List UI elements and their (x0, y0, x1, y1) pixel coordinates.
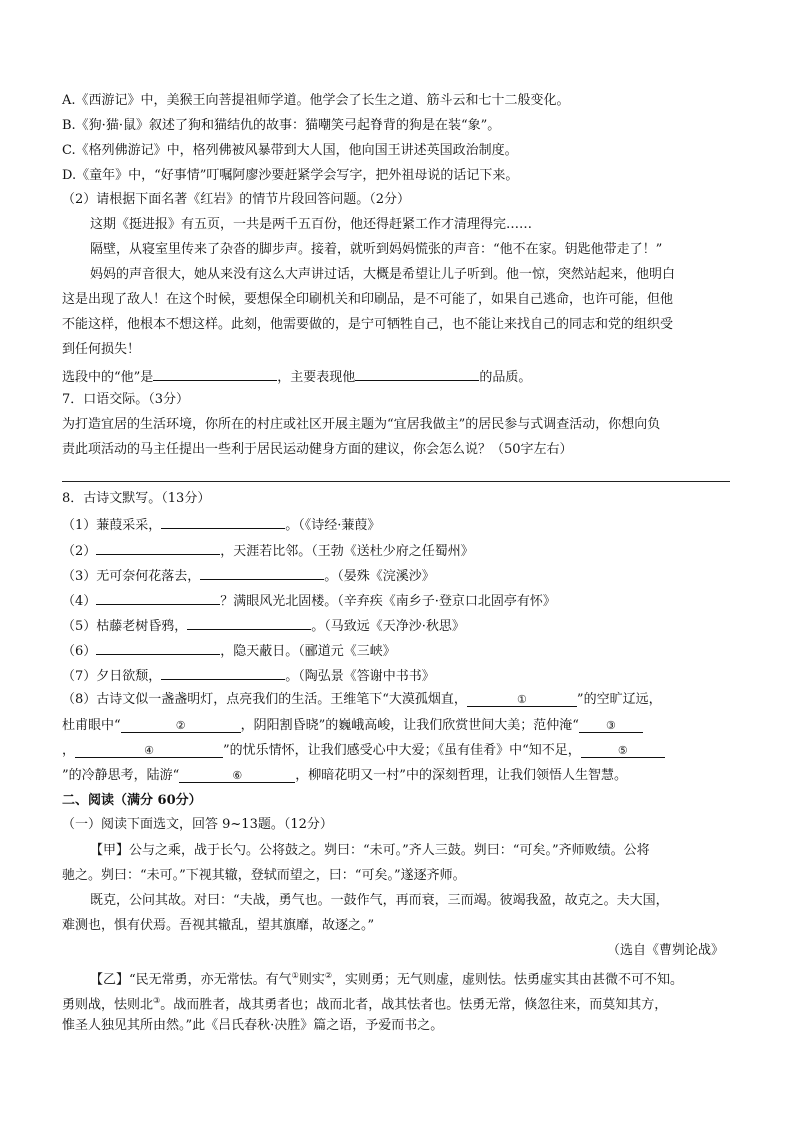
q8-i8-text-h: ，柳暗花明又一村”中的深刻哲理，让我们领悟人生智慧。 (295, 768, 627, 783)
q2-para-3-line3: 不能这样，他根本不想这样。此刻，他需要做的，是宁可牺牲自己，也不能让来找自己的同志和党的组织受 (62, 317, 674, 332)
jia-source: （选自《曹刿论战》 (606, 943, 724, 958)
q8-item-8-line4 (62, 767, 627, 785)
yi-l2-b: 。战而胜者，战其勇者也；战而北者，战其怯者也。怯勇无常，倏忽往来，而莫知其方， (160, 997, 668, 1013)
q8-blank-8-2[interactable]: ② (121, 719, 241, 733)
q2-prompt: （2）请根据下面名著《红岩》的情节片段回答问题。（2分） (62, 192, 411, 207)
q8-blank-5[interactable] (187, 616, 311, 630)
q8-item-4-post: ？满眼风光北固楼。（辛弃疾《南乡子·登京口北固亭有怀》 (220, 594, 556, 609)
q8-item-7-post: 。（陶弘景《答谢中书书》 (285, 669, 435, 684)
q8-item-6-post: ，隐天蔽日。（郦道元《三峡》 (220, 644, 396, 659)
q8-item-1-post: 。（《诗经·蒹葭》 (285, 518, 381, 533)
q8-item-5-post: 。（马致远《天净沙·秋思》 (311, 619, 465, 634)
q8-item-6 (62, 641, 396, 661)
q2-para-1: 这期《挺进报》有五页，一共是两千五百份，他还得赶紧工作才清理得完…… (90, 217, 533, 232)
q2-para-3-line1: 妈妈的声音很大，她从来没有这么大声讲过话，大概是希望让儿子听到。他一惊，突然站起来，他明白 (90, 267, 676, 282)
yi-l2-a: 勇则战，怯则北 (62, 997, 154, 1013)
q7-line2: 责此项活动的马主任提出一些利于居民运动健身方面的建议，你会怎么说？（50字左右） (62, 442, 573, 457)
q8-blank-8-6[interactable]: ⑥ (179, 769, 295, 783)
q7-line1: 为打造宜居的生活环境，你所在的村庄或社区开展主题为“宜居我做主”的居民参与式调查活动，你想向负 (62, 417, 661, 432)
q2-fill-line (62, 367, 531, 387)
yi-line1 (90, 967, 683, 989)
q8-i8-text-d: ，阴阳割昏晓”的巍峨高峻，让我们欣赏世间大美；范仲淹“ (240, 718, 579, 733)
q8-i8-text-c: 杜甫眼中“ (62, 718, 121, 733)
q2-para-2: 隔壁，从寝室里传来了杂沓的脚步声。接着，就听到妈妈慌张的声音：“他不在家。钥匙他带走了！” (90, 242, 663, 257)
q8-blank-8-1[interactable]: ① (467, 693, 577, 707)
q8-item-3-pre: （3）无可奈何花落去， (62, 569, 201, 584)
q8-item-4-pre: （4） (62, 594, 97, 609)
q8-item-3 (62, 566, 435, 586)
q8-title: 8．古诗文默写。（13分） (62, 491, 211, 506)
yi-note-2: ② (324, 971, 333, 980)
yi-l1-a: 【乙】“民无常勇，亦无常怯。有气 (90, 972, 292, 988)
q8-blank-6[interactable] (96, 641, 220, 655)
q8-blank-2[interactable] (96, 541, 220, 555)
option-b: B.《狗·猫·鼠》叙述了狗和猫结仇的故事：猫嘲笑弓起脊背的狗是在装“象”。 (62, 118, 501, 133)
yi-line2 (62, 992, 667, 1014)
q8-item-1 (62, 515, 380, 535)
q7-answer-line[interactable] (62, 481, 730, 482)
q8-blank-1[interactable] (161, 515, 285, 529)
q8-item-1-pre: （1）蒹葭采采， (62, 518, 162, 533)
q8-blank-8-3[interactable]: ③ (579, 719, 643, 733)
q8-blank-4[interactable] (96, 591, 220, 605)
q8-blank-8-5[interactable]: ⑤ (581, 744, 665, 758)
q8-i8-text-f: ”的忧乐情怀，让我们感受心中大爱；《虽有佳肴》中“知不足， (223, 743, 581, 758)
yi-l1-b: 则实 (298, 972, 325, 988)
q8-item-3-post: 。（晏殊《浣溪沙》 (324, 569, 435, 584)
q8-blank-8-4[interactable]: ④ (75, 744, 223, 758)
yi-l1-c: ，实则勇；无气则虚，虚则怯。怯勇虚实其由甚微不可不知。 (332, 972, 684, 988)
q8-i8-text-a: （8）古诗文似一盏盏明灯，点亮我们的生活。王维笔下“大漠孤烟直， (62, 692, 467, 707)
option-d: D.《童年》中，“好事情”叮嘱阿廖沙要赶紧学会写字，把外祖母说的话记下来。 (62, 168, 519, 183)
q8-i8-text-e: ， (62, 743, 76, 758)
q8-item-7 (62, 666, 435, 686)
q8-item-8-line3 (62, 742, 665, 760)
q8-item-8-line2 (62, 717, 643, 735)
q8-item-2-pre: （2） (62, 544, 97, 559)
q8-blank-3[interactable] (200, 566, 324, 580)
q2-para-3-line2: 这是出现了敌人！在这个时候，要想保全印刷机关和印刷品，是不可能了，如果自己逃命，也许可能，但他 (62, 292, 674, 307)
q8-item-2-post: ，天涯若比邻。（王勃《送杜少府之任蜀州》 (220, 544, 474, 559)
q8-item-5-pre: （5）枯藤老树昏鸦， (62, 619, 188, 634)
jia-line1: 【甲】公与之乘，战于长勺。公将鼓之。刿曰：“未可。”齐人三鼓。刿曰：“可矣。”齐师败绩。公将 (90, 843, 650, 858)
q2-fill-a: 选段中的“他”是 (62, 370, 154, 385)
section-2-title: 二、阅读（满分 60分） (62, 793, 202, 808)
yi-note-1: ① (291, 971, 299, 980)
q7-title: 7．口语交际。（3分） (62, 392, 190, 407)
q8-i8-text-g: ”的冷静思考，陆游“ (62, 768, 180, 783)
q2-blank-2[interactable] (355, 367, 479, 381)
q8-item-4 (62, 591, 556, 611)
option-a: A.《西游记》中，美猴王向菩提祖师学道。他学会了长生之道、筋斗云和七十二般变化。 (62, 93, 570, 108)
yi-note-3: ③ (153, 996, 161, 1005)
q8-item-5 (62, 616, 465, 636)
option-c: C.《格列佛游记》中，格列佛被风暴带到大人国，他向国王讲述英国政治制度。 (62, 143, 518, 158)
q8-item-8-line1 (62, 691, 662, 709)
q2-para-3-line4: 到任何损失！ (62, 342, 141, 357)
yi-line3: 惟圣人独见其所由然。”此《吕氏春秋·决胜》篇之语，予爱而书之。 (62, 1018, 444, 1033)
q2-fill-b: ，主要表现他 (277, 370, 356, 385)
q2-fill-c: 的品质。 (479, 370, 532, 385)
q8-i8-text-b: ”的空旷辽远， (576, 692, 662, 707)
q2-blank-1[interactable] (153, 367, 277, 381)
section-2-subtitle: （一）阅读下面选文，回答 9~13题。（12分） (62, 817, 333, 832)
jia-line4: 难测也，惧有伏焉。吾视其辙乱，望其旗靡，故逐之。” (62, 918, 375, 933)
q8-blank-7[interactable] (161, 666, 285, 680)
q8-item-2 (62, 541, 474, 561)
q8-item-6-pre: （6） (62, 644, 97, 659)
jia-line2: 驰之。刿曰：“未可。”下视其辙，登轼而望之，曰：“可矣。”遂逐齐师。 (62, 868, 466, 883)
jia-line3: 既克，公问其故。对曰：“夫战，勇气也。一鼓作气，再而衰，三而竭。彼竭我盈，故克之。夫大国， (90, 893, 669, 908)
q8-item-7-pre: （7）夕日欲颓， (62, 669, 162, 684)
